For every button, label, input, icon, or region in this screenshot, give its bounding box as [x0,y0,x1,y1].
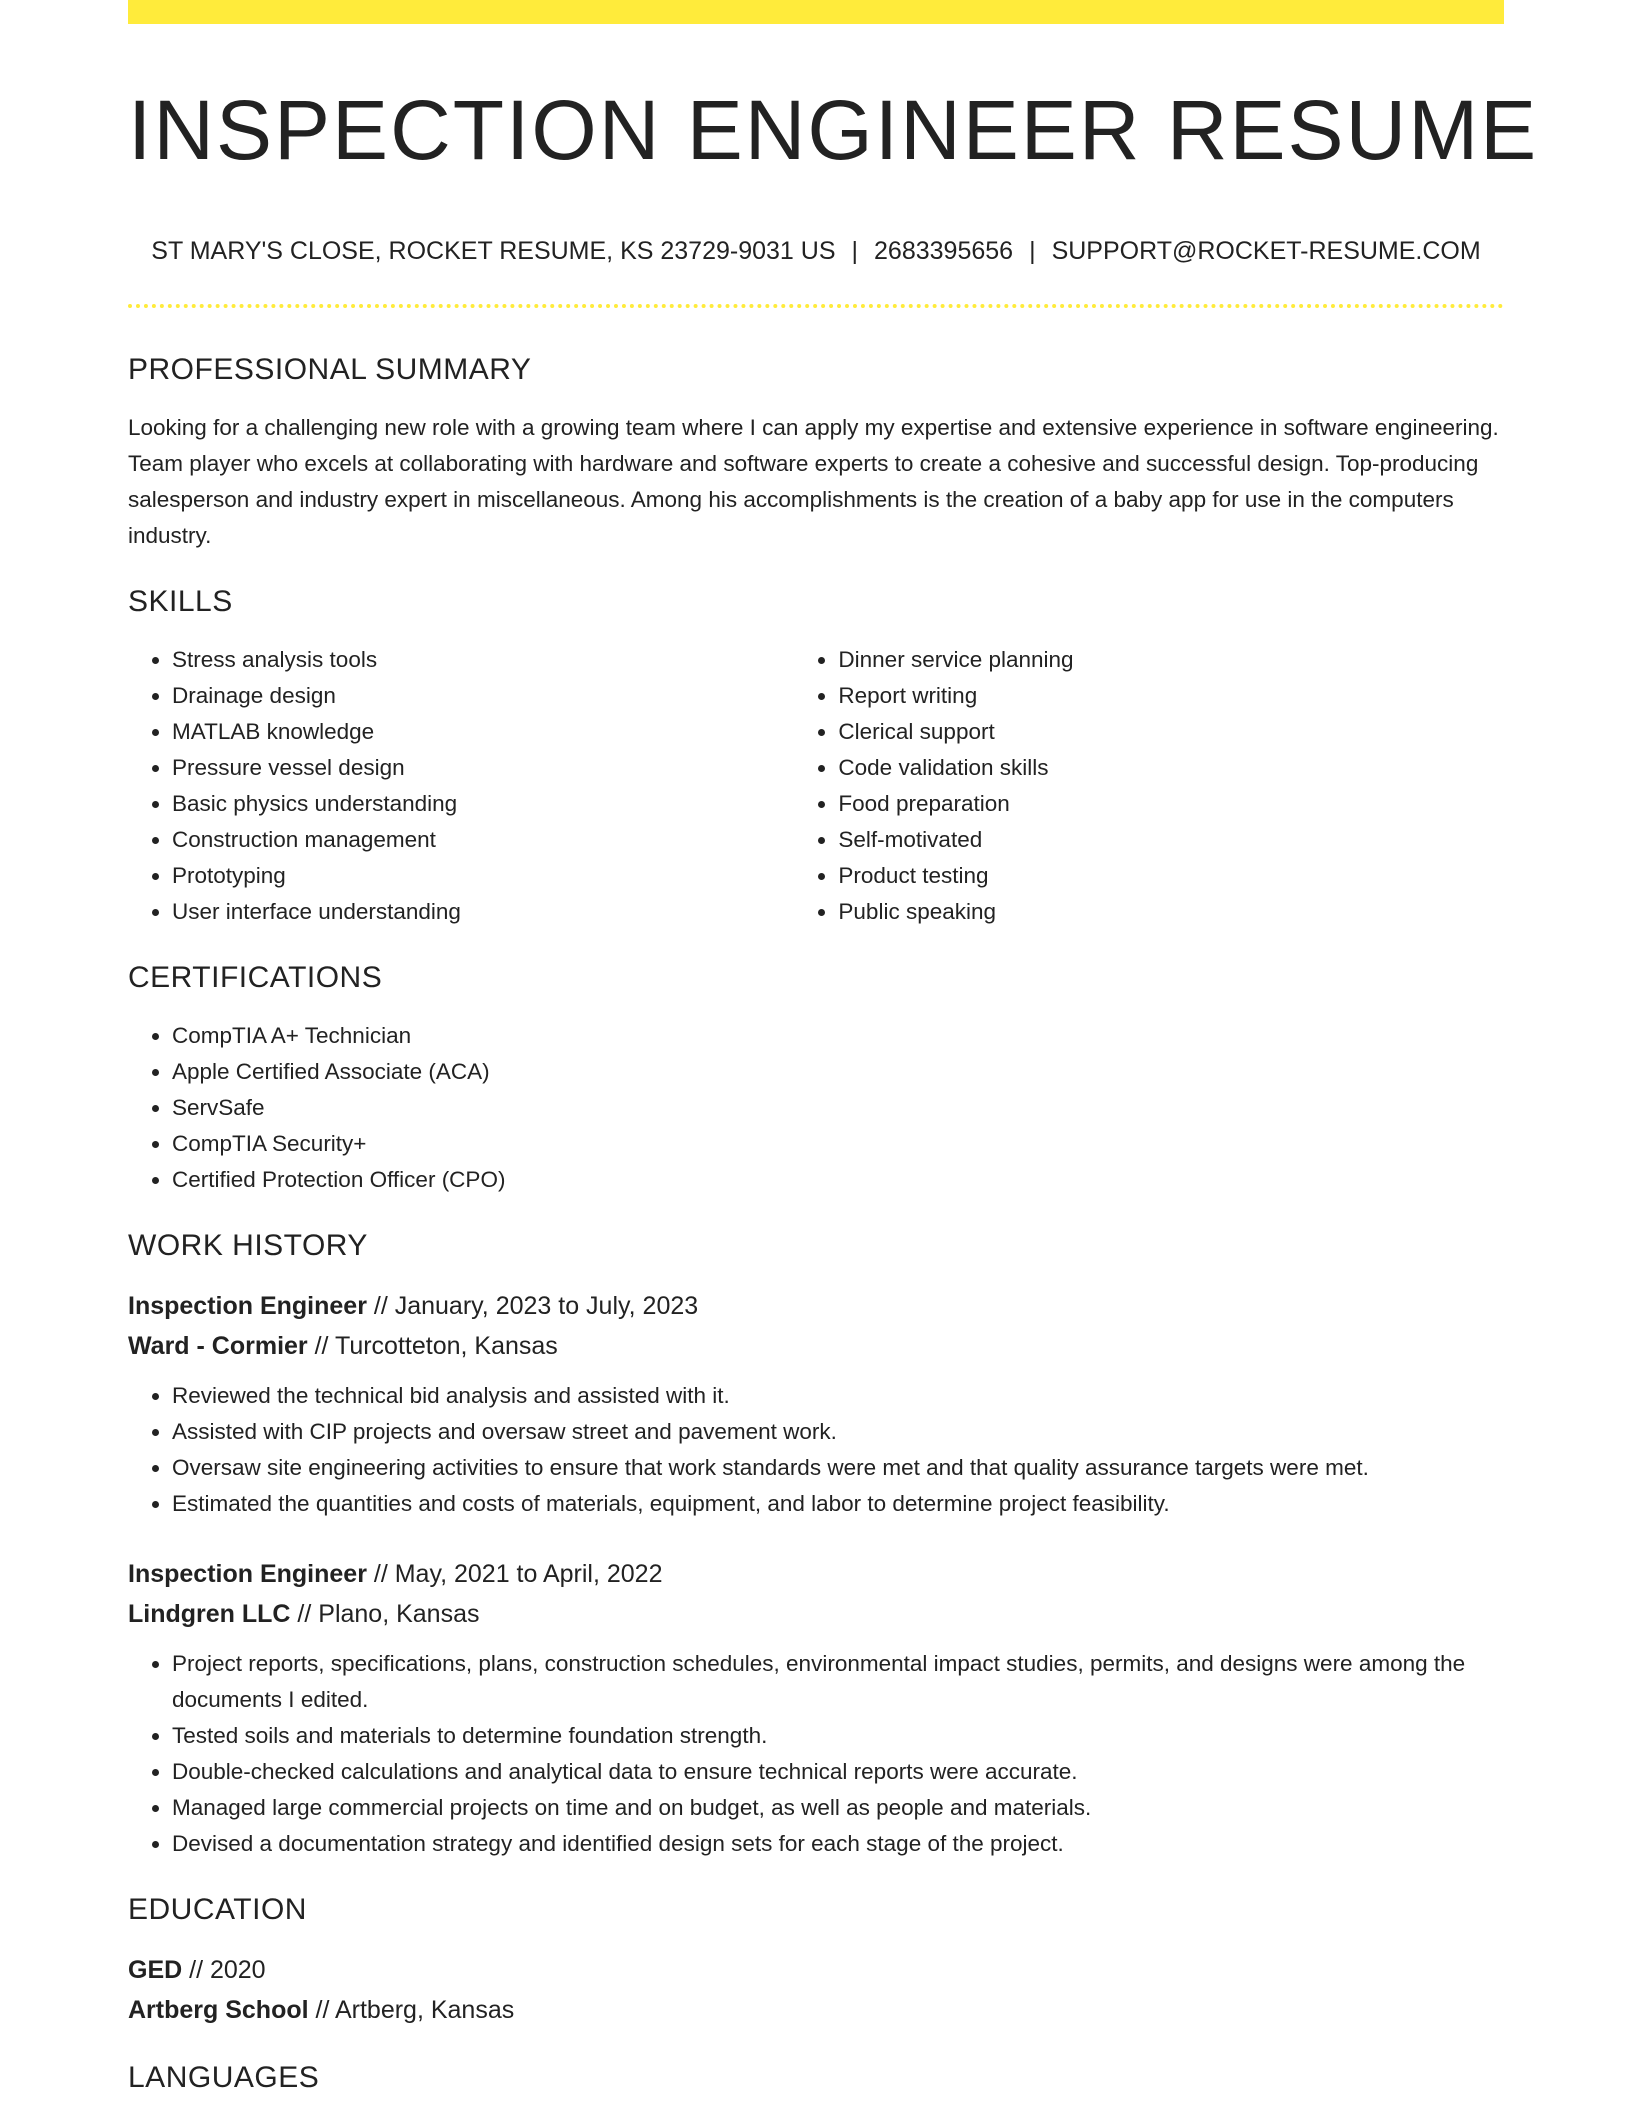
list-item: • Dinner service planning [838,642,1504,678]
education-degree: GED [128,1956,183,1985]
job-spacer [128,1522,1504,1554]
contact-email: SUPPORT@ROCKET-RESUME.COM [1051,237,1481,266]
summary-text: Looking for a challenging new role with a growing team where I can apply my expertise and extensive experience in software engineering. Team player who excels at collaborating with hardware and software experts to create a cohesive and successful design. Top-producing salesperson and industry expert in miscellaneous. Among his accomplishments is the creation of a baby app for use in the computers industry. [128,415,1499,549]
education-section [128,1892,1504,2030]
job-role: Inspection Engineer [128,1560,367,1589]
list-item: • Reviewed the technical bid analysis and assisted with it. [172,1378,1504,1414]
list-item: • Estimated the quantities and costs of materials, equipment, and labor to determine project feasibility. [172,1486,1504,1522]
list-item: • CompTIA Security+ [172,1126,1504,1162]
contact-address: ST MARY'S CLOSE, ROCKET RESUME, KS 23729-9031 US [151,237,836,266]
education-year: // 2020 [182,1956,266,1985]
job-bullets [128,1646,1504,1862]
job-entry [128,1554,1504,1862]
dotted-divider [128,304,1504,308]
work-history-section [128,1228,1504,1862]
accent-bar [128,0,1504,24]
education-school: Artberg School [128,1996,309,2025]
job-company-line [128,1594,1504,1634]
list-item: • Project reports, specifications, plans, construction schedules, environmental impact studies, permits, and designs were among the documents I edited. [172,1646,1504,1718]
skills-grid [128,642,1504,930]
job-title-line [128,1286,1504,1326]
contact-phone: 2683395656 [874,237,1014,266]
skills-section [128,584,1504,930]
list-item: • Stress analysis tools [172,642,794,678]
job-location: // Turcotteton, Kansas [307,1332,558,1361]
list-item: • Tested soils and materials to determine foundation strength. [172,1718,1504,1754]
list-item: • Oversaw site engineering activities to ensure that work standards were met and that quality assurance targets were met. [172,1450,1504,1486]
job-entry [128,1286,1504,1522]
certifications-list [128,1018,1504,1198]
skills-list-right [794,642,1504,930]
job-company: Lindgren LLC [128,1600,291,1629]
list-item: • Double-checked calculations and analytical data to ensure technical reports were accurate. [172,1754,1504,1790]
list-item: • Public speaking [838,894,1504,930]
resume-page [128,0,1539,2096]
list-item: • Apple Certified Associate (ACA) [172,1054,1504,1090]
resume-title: INSPECTION ENGINEER RESUME [128,83,1539,177]
section-heading-education: EDUCATION [128,1893,307,1927]
job-bullets [128,1378,1504,1522]
summary-section [128,352,1504,554]
list-item: • Assisted with CIP projects and oversaw street and pavement work. [172,1414,1504,1450]
list-item: • Food preparation [838,786,1504,822]
list-item: • Clerical support [838,714,1504,750]
section-heading-work-history: WORK HISTORY [128,1229,368,1263]
contact-separator: | [851,237,859,266]
job-company-line [128,1326,1504,1366]
list-item: • Prototyping [172,858,794,894]
job-dates: // May, 2021 to April, 2022 [366,1560,663,1589]
skills-list-left [128,642,794,930]
education-degree-line [128,1950,1504,1990]
job-location: // Plano, Kansas [290,1600,480,1629]
job-company: Ward - Cormier [128,1332,308,1361]
section-heading-certifications: CERTIFICATIONS [128,961,383,995]
job-dates: // January, 2023 to July, 2023 [366,1292,699,1321]
list-item: • Code validation skills [838,750,1504,786]
list-item: • Certified Protection Officer (CPO) [172,1162,1504,1198]
list-item: • ServSafe [172,1090,1504,1126]
section-heading-summary: PROFESSIONAL SUMMARY [128,353,532,387]
section-heading-skills: SKILLS [128,585,233,619]
list-item: • MATLAB knowledge [172,714,794,750]
contact-separator: | [1029,237,1036,266]
languages-section [128,2060,1504,2096]
list-item: • Pressure vessel design [172,750,794,786]
list-item: • Basic physics understanding [172,786,794,822]
list-item: • Report writing [838,678,1504,714]
list-item: • Managed large commercial projects on time and on budget, as well as people and materials. [172,1790,1504,1826]
contact-line [128,236,1504,266]
job-role: Inspection Engineer [128,1292,367,1321]
list-item: • Construction management [172,822,794,858]
list-item: • Self-motivated [838,822,1504,858]
list-item: • User interface understanding [172,894,794,930]
certifications-section [128,960,1504,1198]
list-item: • Product testing [838,858,1504,894]
job-title-line [128,1554,1504,1594]
education-school-line [128,1990,1504,2030]
list-item: • Drainage design [172,678,794,714]
list-item: • CompTIA A+ Technician [172,1018,1504,1054]
education-location: // Artberg, Kansas [308,1996,515,2025]
section-heading-languages: LANGUAGES [128,2061,320,2095]
list-item: • Devised a documentation strategy and identified design sets for each stage of the project. [172,1826,1504,1862]
